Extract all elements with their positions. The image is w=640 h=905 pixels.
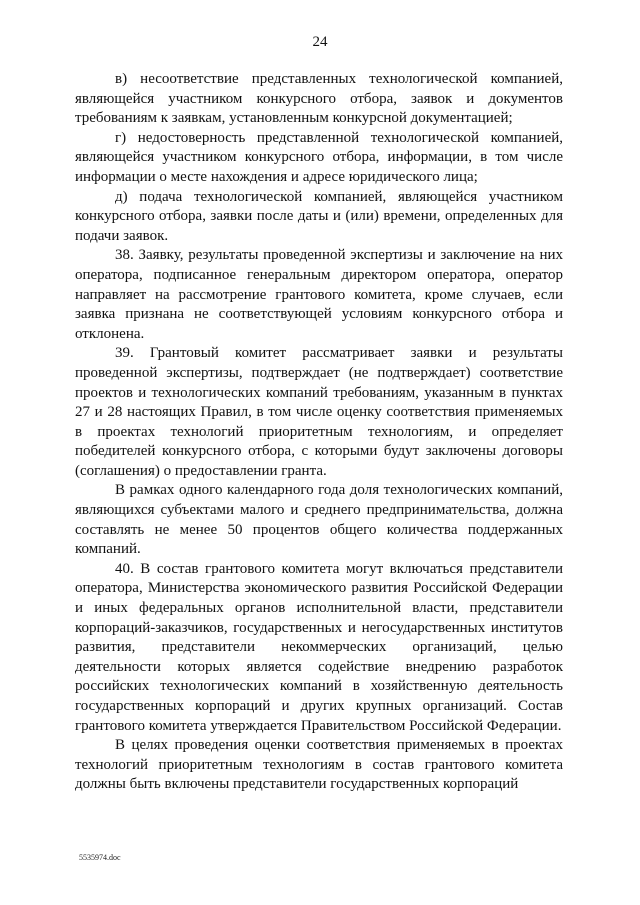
footer-filename: 5535974.doc [79,853,121,862]
page-number: 24 [312,34,328,50]
paragraph-40-assessment: В целях проведения оценки соответствия применяемых в проектах технологий приоритетным технологиям в состав грантового комитета должны быть включены представители государственных корпораций [75,737,563,793]
paragraph-37-v: в) несоответствие представленных технологической компанией, являющейся участником конкурсного отбора, заявок и документов требованиям к заявкам, установленным конкурсной документацией; [75,71,563,127]
paragraph-40: 40. В состав грантового комитета могут включаться представители оператора, Министерства экономического развития Российской Федерации и иных федеральных органов исполнительной власти, представители корпораций-заказчиков, государственных и негосударственных институтов развития, представители некоммерческих организаций, целью деятельности которых является содействие внедрению разработок российских технологических компаний в хозяйственную деятельность государственных корпораций и других крупных организаций. Состав грантового комитета утверждается Правительством Российской Федерации. [75,560,563,734]
paragraph-39: 39. Грантовый комитет рассматривает заявки и результаты проведенной экспертизы, подтверждает (не подтверждает) соответствие проектов и технологических компаний требованиям, указанным в пунктах 27 и 28 настоящих Правил, в том числе оценку соответствия применяемых в проектах технологий приоритетным технологиям, и определяет победителей конкурсного отбора, с которыми будут заключены договоры (соглашения) о предоставлении гранта. [75,345,563,479]
paragraph-39-share: В рамках одного календарного года доля технологических компаний, являющихся субъектами малого и среднего предпринимательства, должна составлять не менее 50 процентов общего количества поддержанных компаний. [75,482,563,558]
paragraph-38: 38. Заявку, результаты проведенной экспертизы и заключение на них оператора, подписанное генеральным директором оператора, оператор направляет на рассмотрение грантового комитета, кроме случаев, если заявка признана не соответствующей условиям конкурсного отбора и отклонена. [75,247,563,342]
paragraph-37-d: д) подача технологической компанией, являющейся участником конкурсного отбора, заявки после даты и (или) времени, определенных для подачи заявок. [75,188,563,244]
document-body [75,70,563,795]
paragraph-37-g: г) недостоверность представленной технологической компанией, являющейся участником конкурсного отбора, информации, в том числе информации о месте нахождения и адресе юридического лица; [75,129,563,185]
